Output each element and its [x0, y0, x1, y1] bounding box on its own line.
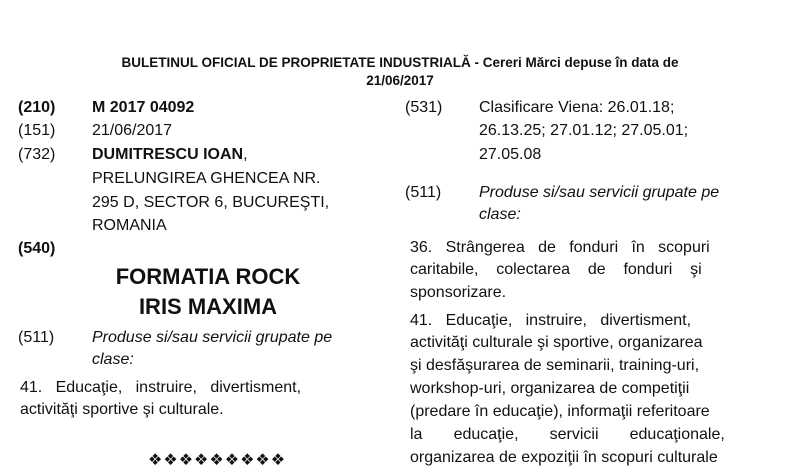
class-36-line-3: sponsorizare.: [410, 284, 507, 301]
application-number: M 2017 04092: [92, 99, 195, 116]
code-511-right: (511): [405, 184, 442, 201]
header-line-1: BULETINUL OFICIAL DE PROPRIETATE INDUSTRIALĂ - Cereri Mărci depuse în data de: [121, 55, 679, 70]
class-41-right-line-2: activităţi culturale şi sportive, organizarea: [410, 334, 703, 351]
code-511-left: (511): [18, 329, 55, 346]
right-column: [405, 0, 780, 476]
vienna-line-1: Clasificare Viena: 26.01.18;: [479, 99, 675, 116]
class-41-right-line-3: şi desfăşurarea de seminarii, training-uri,: [410, 357, 700, 374]
code-210: (210): [18, 99, 56, 116]
vienna-line-3: 27.05.08: [479, 146, 542, 163]
left-column: (210) M 2017 04092 (151) 21/06/2017 (732) DUMITRESCU IOAN, PRELUNGIREA GHENCEA NR. 295 D, SECTOR 6, BUCUREŞTI, ROMANIA (540) FORMATIA ROCK IRIS MAXIMA (511) Produse si/sau servicii grupate pe clase: 41. Educaţie, instruire, divertisment, activităţi sportive şi culturale. ❖❖❖❖❖❖❖❖❖: [18, 0, 398, 476]
mark-name-line-2: IRIS MAXIMA: [138, 294, 278, 319]
owner-address-1: PRELUNGIREA GHENCEA NR.: [92, 170, 321, 187]
classes-label-left-2: clase:: [92, 351, 134, 368]
class-41-right-line-4: workshop-uri, organizarea de competiţii: [410, 380, 690, 397]
class-41-right-line-1: 41. Educaţie, instruire, divertisment,: [410, 312, 692, 329]
code-540: (540): [18, 240, 56, 257]
code-732: (732): [18, 146, 56, 163]
owner-address-2: 295 D, SECTOR 6, BUCUREŞTI,: [92, 194, 330, 211]
class-36-line-2: caritabile, colectarea de fonduri şi: [410, 261, 702, 278]
classes-label-left-1: Produse si/sau servicii grupate pe: [92, 329, 333, 346]
header-line-2: 21/06/2017: [366, 73, 434, 88]
filing-date: 21/06/2017: [92, 122, 173, 139]
vienna-line-2: 26.13.25; 27.01.12; 27.05.01;: [479, 122, 689, 139]
code-151: (151): [18, 122, 56, 139]
class-41-left-line-2: activităţi sportive şi culturale.: [20, 401, 224, 418]
class-36-line-1: 36. Strângerea de fonduri în scopuri: [410, 239, 710, 256]
classes-label-right-2: clase:: [479, 206, 521, 223]
class-41-left-line-1: 41. Educaţie, instruire, divertisment,: [20, 379, 302, 396]
class-41-right-line-6: la educaţie, servicii educaţionale,: [410, 426, 725, 443]
class-41-right-line-5: (predare în educaţie), informaţii referitoare: [410, 403, 710, 420]
classes-label-right-1: Produse si/sau servicii grupate pe: [479, 184, 720, 201]
mark-name-line-1: FORMATIA ROCK: [115, 264, 301, 289]
owner-address-3: ROMANIA: [92, 217, 167, 234]
owner-name: DUMITRESCU IOAN: [92, 146, 244, 163]
section-separator: ❖❖❖❖❖❖❖❖❖: [148, 452, 287, 469]
code-531: (531): [405, 99, 443, 116]
class-41-right-line-7: organizarea de expoziţii în scopuri culturale: [410, 449, 718, 466]
